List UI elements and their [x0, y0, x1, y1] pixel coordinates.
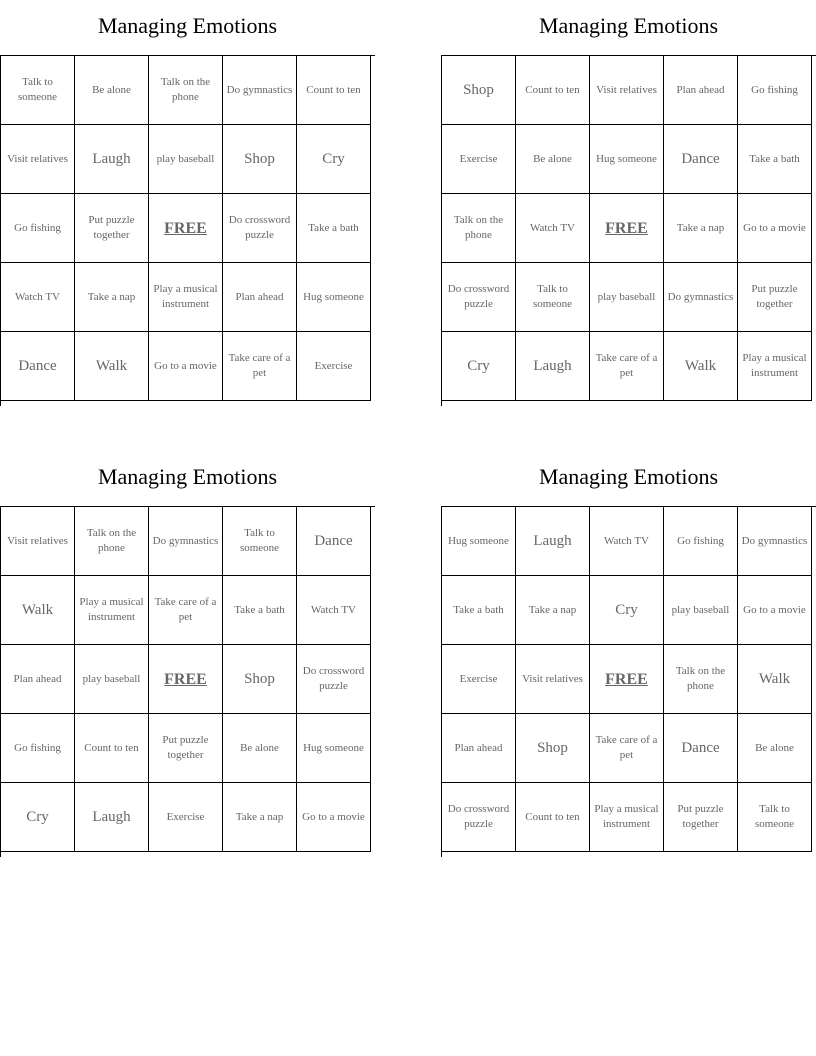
bingo-cell: Go to a movie — [149, 332, 223, 401]
bingo-cell: Go fishing — [1, 714, 75, 783]
card-title: Managing Emotions — [97, 464, 278, 489]
bingo-cell: Dance — [664, 714, 738, 783]
bingo-cell: Dance — [297, 507, 371, 576]
bingo-cell: Talk on the phone — [149, 56, 223, 125]
bingo-cell: Take care of a pet — [590, 714, 664, 783]
bingo-cell: Exercise — [442, 125, 516, 194]
bingo-cell: Exercise — [149, 783, 223, 852]
bingo-cell: Visit relatives — [1, 507, 75, 576]
free-space-cell: FREE — [149, 645, 223, 714]
bingo-cell: Visit relatives — [590, 56, 664, 125]
bingo-cell: Count to ten — [516, 783, 590, 852]
bingo-cell: Watch TV — [590, 507, 664, 576]
bingo-grid — [0, 55, 375, 406]
bingo-cell: Take a nap — [664, 194, 738, 263]
bingo-cell: Shop — [516, 714, 590, 783]
bingo-cell: Walk — [1, 576, 75, 645]
bingo-cell: Shop — [223, 645, 297, 714]
card-title: Managing Emotions — [538, 13, 719, 38]
bingo-grid — [441, 506, 816, 857]
bingo-cell: Go to a movie — [297, 783, 371, 852]
bingo-cell: Cry — [297, 125, 371, 194]
bingo-cell: Put puzzle together — [738, 263, 812, 332]
bingo-cell: Be alone — [75, 56, 149, 125]
bingo-cell: Go fishing — [738, 56, 812, 125]
bingo-cell: Take a bath — [442, 576, 516, 645]
bingo-cell: Do gymnastics — [223, 56, 297, 125]
bingo-cell: Go to a movie — [738, 194, 812, 263]
bingo-cell: Put puzzle together — [75, 194, 149, 263]
bingo-cell: Cry — [590, 576, 664, 645]
bingo-grid — [0, 506, 375, 857]
bingo-cell: Shop — [442, 56, 516, 125]
bingo-cell: Watch TV — [297, 576, 371, 645]
card-title: Managing Emotions — [97, 13, 278, 38]
bingo-cell: Talk to someone — [738, 783, 812, 852]
bingo-cell: Dance — [664, 125, 738, 194]
bingo-cell: Do crossword puzzle — [442, 783, 516, 852]
bingo-cell: Do gymnastics — [664, 263, 738, 332]
bingo-cell: Take care of a pet — [149, 576, 223, 645]
bingo-cell: Be alone — [516, 125, 590, 194]
bingo-cell: play baseball — [664, 576, 738, 645]
bingo-cell: Walk — [738, 645, 812, 714]
bingo-cell: Hug someone — [297, 263, 371, 332]
bingo-cell: Cry — [442, 332, 516, 401]
bingo-cell: Walk — [75, 332, 149, 401]
bingo-cell: Shop — [223, 125, 297, 194]
bingo-cell: Walk — [664, 332, 738, 401]
bingo-cell: Hug someone — [590, 125, 664, 194]
bingo-cell: Dance — [1, 332, 75, 401]
bingo-cell: Plan ahead — [664, 56, 738, 125]
bingo-cell: Play a musical instrument — [149, 263, 223, 332]
bingo-cell: Take care of a pet — [223, 332, 297, 401]
free-space-cell: FREE — [590, 645, 664, 714]
bingo-cell: Do gymnastics — [738, 507, 812, 576]
bingo-cell: Take a nap — [516, 576, 590, 645]
bingo-cell: Watch TV — [1, 263, 75, 332]
bingo-cell: Hug someone — [442, 507, 516, 576]
bingo-cell: Play a musical instrument — [75, 576, 149, 645]
bingo-cell: Take a nap — [75, 263, 149, 332]
bingo-cell: Talk on the phone — [664, 645, 738, 714]
bingo-cell: Go to a movie — [738, 576, 812, 645]
bingo-cell: Do crossword puzzle — [223, 194, 297, 263]
bingo-cell: Exercise — [442, 645, 516, 714]
bingo-cell: Hug someone — [297, 714, 371, 783]
bingo-cell: Count to ten — [516, 56, 590, 125]
bingo-cell: Cry — [1, 783, 75, 852]
bingo-cell: Be alone — [738, 714, 812, 783]
free-space-cell: FREE — [590, 194, 664, 263]
bingo-cell: Laugh — [516, 507, 590, 576]
bingo-cell: Take care of a pet — [590, 332, 664, 401]
bingo-cell: Put puzzle together — [664, 783, 738, 852]
bingo-cell: Watch TV — [516, 194, 590, 263]
bingo-cell: Visit relatives — [1, 125, 75, 194]
bingo-cell: play baseball — [590, 263, 664, 332]
bingo-cell: Put puzzle together — [149, 714, 223, 783]
card-title: Managing Emotions — [538, 464, 719, 489]
bingo-cell: Talk on the phone — [75, 507, 149, 576]
bingo-cell: Do crossword puzzle — [297, 645, 371, 714]
bingo-cell: Go fishing — [664, 507, 738, 576]
bingo-cell: Laugh — [75, 783, 149, 852]
bingo-cell: Do gymnastics — [149, 507, 223, 576]
bingo-cell: Go fishing — [1, 194, 75, 263]
bingo-cell: Talk on the phone — [442, 194, 516, 263]
bingo-cell: Plan ahead — [223, 263, 297, 332]
bingo-cell: Take a nap — [223, 783, 297, 852]
bingo-cell: Take a bath — [223, 576, 297, 645]
free-space-cell: FREE — [149, 194, 223, 263]
bingo-cell: Plan ahead — [442, 714, 516, 783]
bingo-cell: Talk to someone — [223, 507, 297, 576]
bingo-cell: play baseball — [75, 645, 149, 714]
bingo-cell: Plan ahead — [1, 645, 75, 714]
bingo-cell: Visit relatives — [516, 645, 590, 714]
bingo-cell: Talk to someone — [516, 263, 590, 332]
bingo-cell: Play a musical instrument — [590, 783, 664, 852]
bingo-cell: Be alone — [223, 714, 297, 783]
bingo-cell: Laugh — [75, 125, 149, 194]
bingo-cell: Do crossword puzzle — [442, 263, 516, 332]
bingo-cell: play baseball — [149, 125, 223, 194]
bingo-cell: Play a musical instrument — [738, 332, 812, 401]
bingo-cell: Take a bath — [297, 194, 371, 263]
bingo-cell: Laugh — [516, 332, 590, 401]
bingo-cell: Count to ten — [297, 56, 371, 125]
bingo-cell: Exercise — [297, 332, 371, 401]
bingo-cell: Talk to someone — [1, 56, 75, 125]
bingo-grid — [441, 55, 816, 406]
bingo-cell: Count to ten — [75, 714, 149, 783]
bingo-cell: Take a bath — [738, 125, 812, 194]
